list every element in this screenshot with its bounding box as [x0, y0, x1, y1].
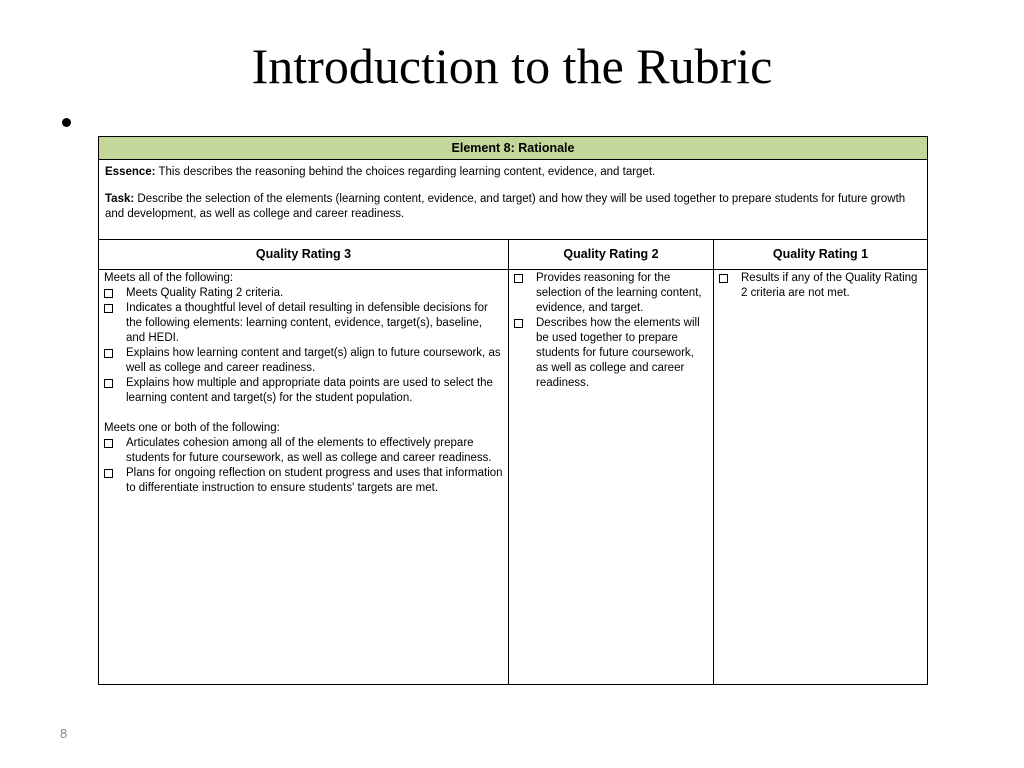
- rating-2-cell: [509, 270, 714, 685]
- list-item-text: Meets Quality Rating 2 criteria.: [126, 287, 284, 299]
- spacer: [104, 406, 503, 421]
- rating-3-intro-one: Meets one or both of the following:: [104, 422, 280, 434]
- essence-text: This describes the reasoning behind the choices regarding learning content, evidence, and target.: [155, 166, 656, 178]
- checkbox-icon: [104, 379, 113, 388]
- rating-3-intro-all: Meets all of the following:: [104, 272, 234, 284]
- checkbox-icon: [104, 349, 113, 358]
- essence-label: Essence:: [105, 166, 156, 178]
- rating-header-row: [99, 240, 928, 270]
- list-item: [104, 346, 503, 376]
- rating-1-header: Quality Rating 1: [714, 240, 928, 270]
- element-title: Element 8: Rationale: [99, 137, 928, 160]
- rubric-table: [98, 136, 928, 685]
- list-item: [104, 301, 503, 346]
- list-item-text: Articulates cohesion among all of the elements to effectively prepare students for future coursework, as well as college and career readiness.: [126, 437, 492, 464]
- rating-3-header: Quality Rating 3: [99, 240, 509, 270]
- list-item: [514, 271, 708, 316]
- rating-1-cell: [714, 270, 928, 685]
- list-item: [514, 316, 708, 391]
- bullet-point: [62, 118, 74, 130]
- task-label: Task:: [105, 193, 135, 205]
- task-paragraph: [105, 192, 921, 222]
- list-item: [104, 466, 503, 496]
- rating-3-cell: [99, 270, 509, 685]
- rating-body-row: [99, 270, 928, 685]
- list-item-text: Indicates a thoughtful level of detail resulting in defensible decisions for the following elements: learning content, evidence, target(s), baseline, and HEDI.: [126, 302, 488, 344]
- list-item-text: Provides reasoning for the selection of the learning content, evidence, and target.: [536, 272, 702, 314]
- list-item: [104, 376, 503, 406]
- checkbox-icon: [514, 274, 523, 283]
- checkbox-icon: [104, 304, 113, 313]
- slide-title: Introduction to the Rubric: [251, 38, 773, 94]
- list-item-text: Explains how multiple and appropriate data points are used to select the learning content and target(s) for the student population.: [126, 377, 493, 404]
- element-header-row: [99, 137, 928, 160]
- element-info: [99, 160, 928, 240]
- list-item: [104, 286, 503, 301]
- list-item-text: Describes how the elements will be used together to prepare students for future coursework, as well as college and career readiness.: [536, 317, 700, 389]
- checkbox-icon: [104, 439, 113, 448]
- checkbox-icon: [514, 319, 523, 328]
- essence-paragraph: [105, 165, 921, 180]
- list-item-text: Plans for ongoing reflection on student progress and uses that information to differentiate instruction to ensure students' targets are met.: [126, 467, 503, 494]
- task-text: Describe the selection of the elements (learning content, evidence, and target) and how they will be used together to prepare students for future growth and development, as well as college and career readiness.: [105, 193, 906, 220]
- list-item-text: Results if any of the Quality Rating 2 criteria are not met.: [741, 272, 918, 299]
- checkbox-icon: [104, 469, 113, 478]
- page-number: 8: [60, 726, 68, 741]
- list-item: [104, 436, 503, 466]
- list-item: [719, 271, 922, 301]
- rating-2-header: Quality Rating 2: [509, 240, 714, 270]
- element-info-row: [99, 160, 928, 240]
- list-item-text: Explains how learning content and target(s) align to future coursework, as well as college and career readiness.: [126, 347, 501, 374]
- checkbox-icon: [104, 289, 113, 298]
- checkbox-icon: [719, 274, 728, 283]
